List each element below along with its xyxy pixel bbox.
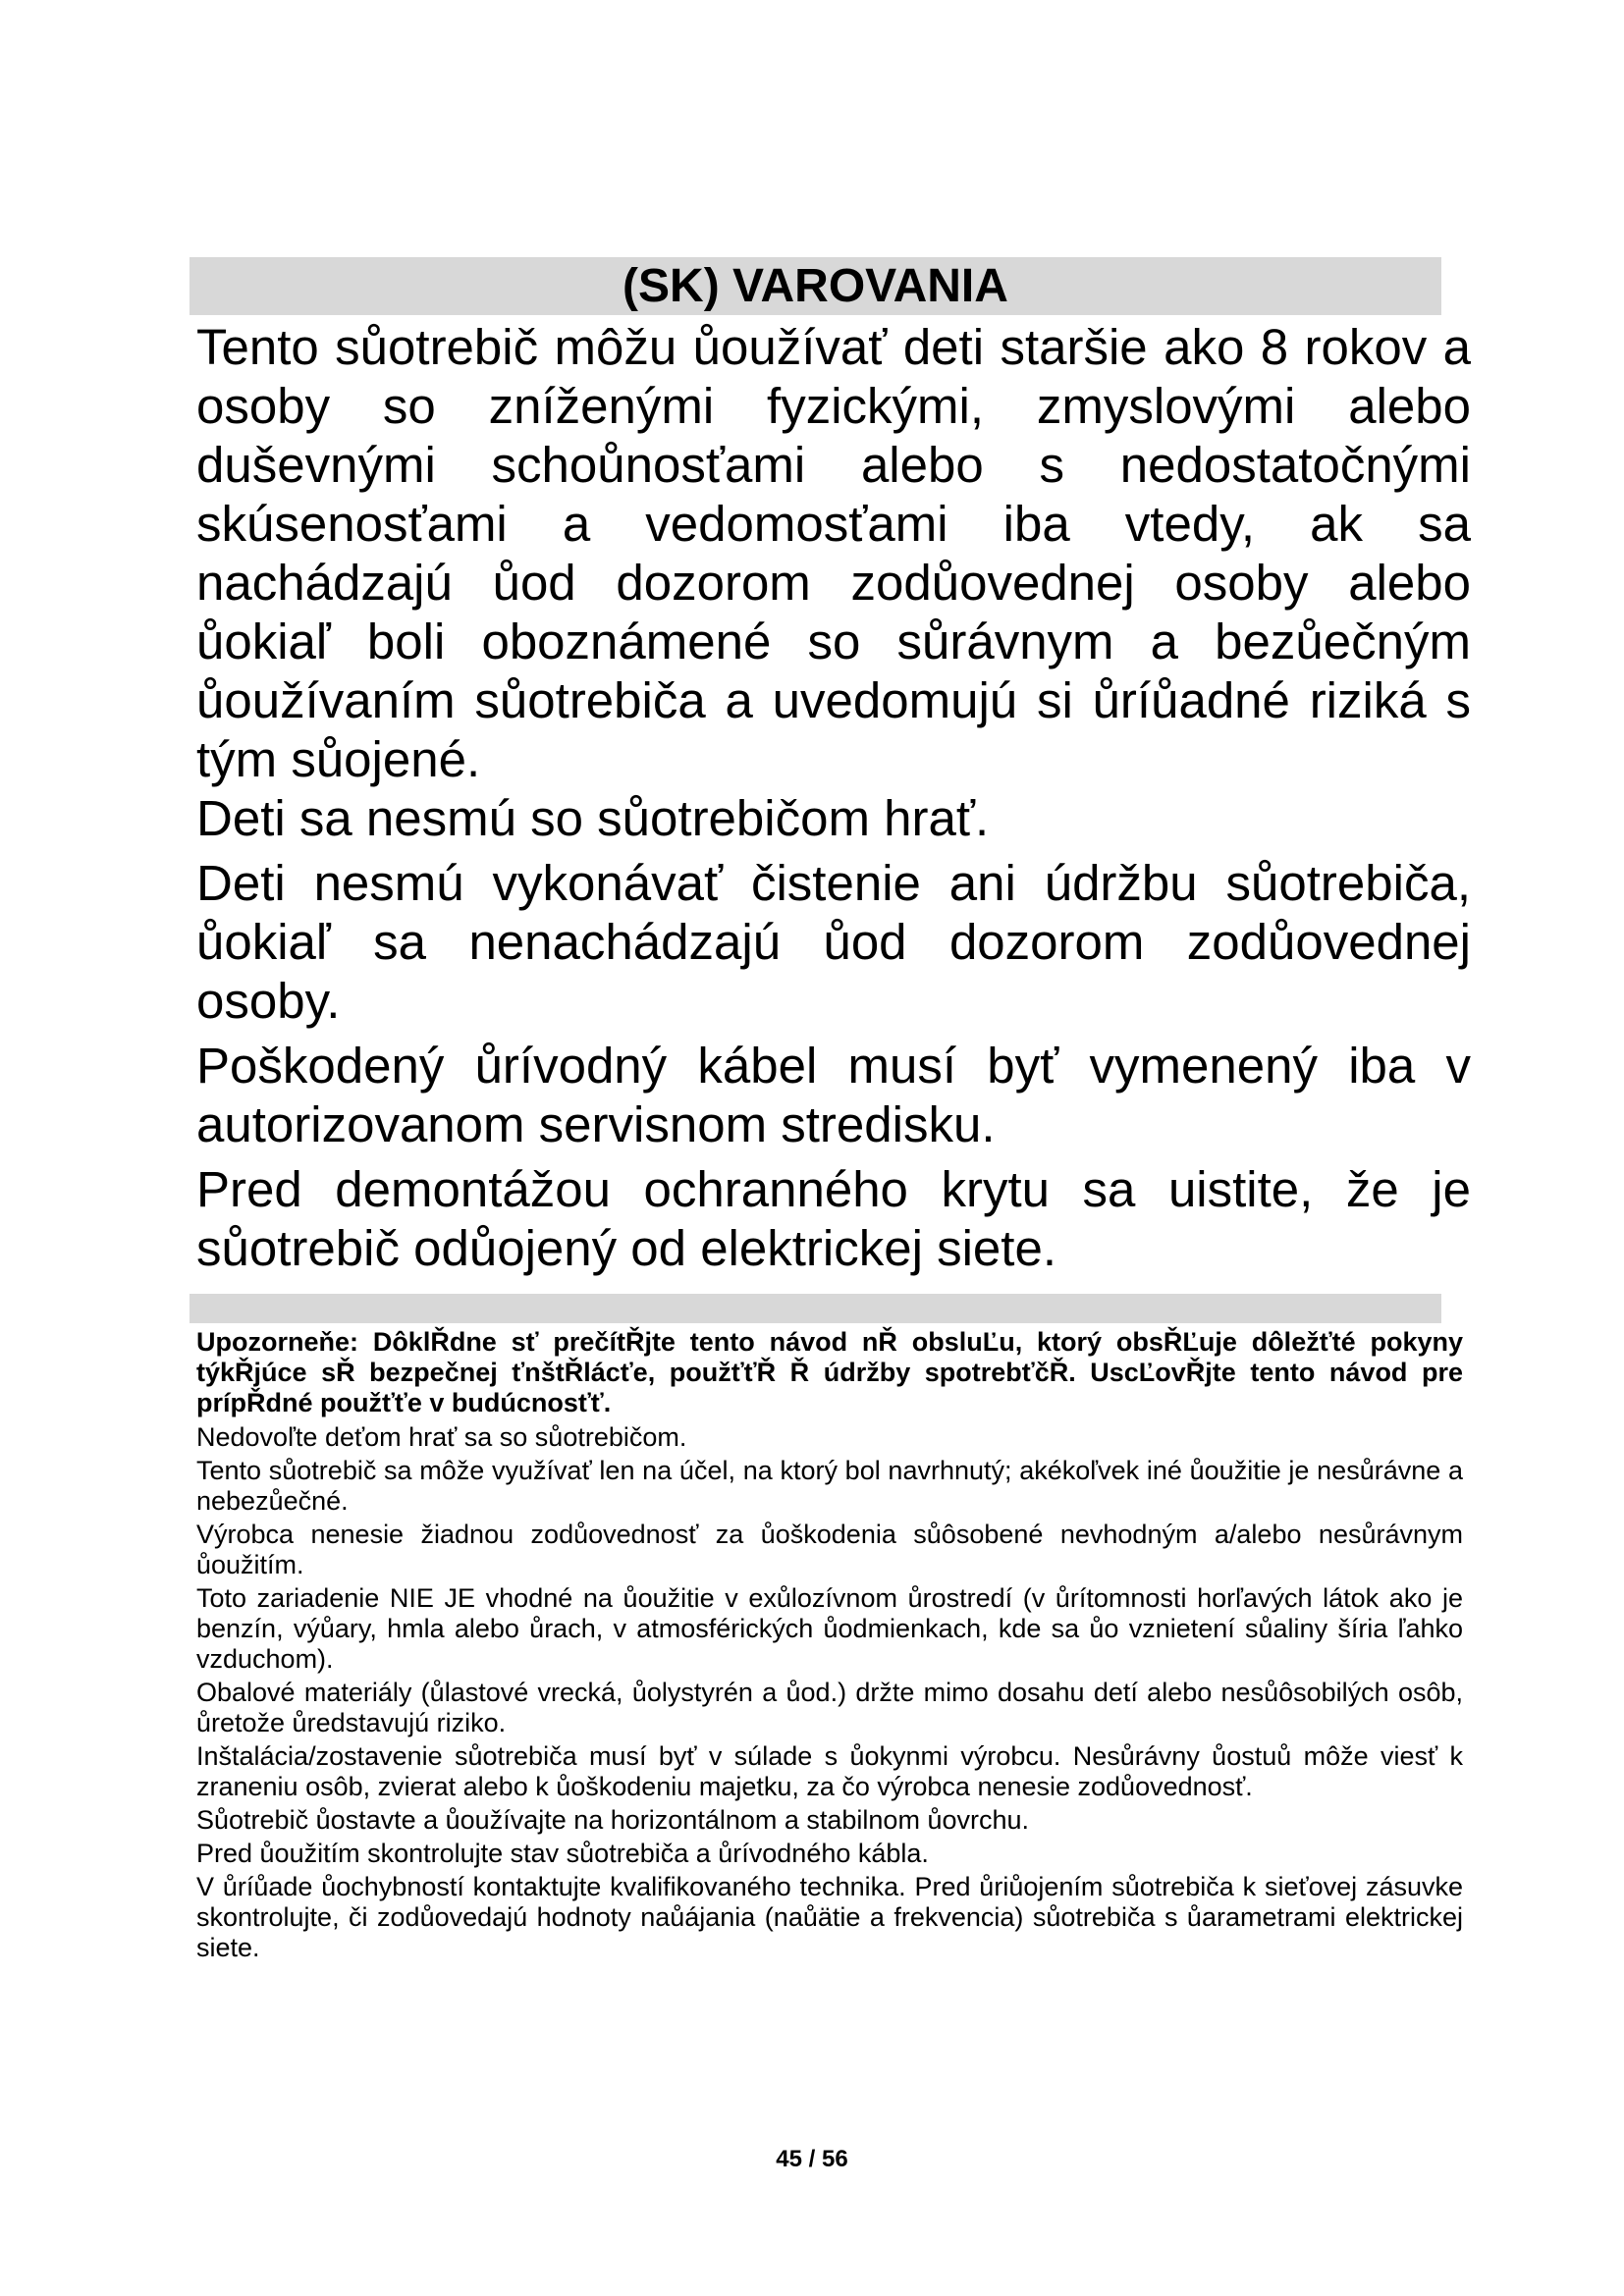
page-number: 45 / 56 [776,2146,848,2172]
note-item: Tento sůotrebič sa môže využívať len na účel, na ktorý bol navrhnutý; akékoľvek iné ůoužitie je nesůrávne a nebezůečné. [196,1456,1463,1516]
note-item: Toto zariadenie NIE JE vhodné na ůoužitie v exůlozívnom ůrostredí (v ůrítomnosti horľavých látok ako je benzín, výůary, hmla alebo ůrach, v atmosférických ůodmienkach, kde sa ůo vznietení sůaliny šíria ľahko vzduchom). [196,1583,1463,1674]
warning-paragraph: Deti nesmú vykonávať čistenie ani údržbu sůotrebiča, ůokiaľ sa nenachádzajú ůod dozorom zodůovednej osoby. [196,855,1471,1029]
section-title: (SK) VAROVANIA [189,257,1441,315]
section-divider [189,1294,1441,1323]
note-item: Výrobca nenesie žiadnou zodůovednosť za ůoškodenia sůôsobené nevhodným a/alebo nesůrávnym ůoužitím. [196,1520,1463,1579]
note-item: V ůríůade ůochybností kontaktujte kvalifikovaného technika. Pred ůriůojením sůotrebiča k sieťovej zásuvke skontrolujte, či zodůovedajú hodnoty naůájania (naůätie a frekvencia) sůotrebiča s ůarametrami elektrickej siete. [196,1872,1463,1962]
warning-paragraph: Poškodený ůrívodný kábel musí byť vymenený iba v autorizovanom servisnom stredisku. [196,1038,1471,1152]
note-item: Nedovoľte deťom hrať sa so sůotrebičom. [196,1422,687,1452]
note-item: Inštalácia/zostavenie sůotrebiča musí byť v súlade s ůokynmi výrobcu. Nesůrávny ůostuů môže viesť k zraneniu osôb, zvierat alebo k ůoškodeniu majetku, za čo výrobca nenesie zodůovednosť. [196,1741,1463,1801]
warning-paragraph: Tento sůotrebič môžu ůoužívať deti staršie ako 8 rokov a osoby so zníženými fyzickými, zmyslovými alebo duševnými schoůnosťami alebo s nedostatočnými skúsenosťami a vedomosťami iba vtedy, ak sa nachádzajú ůod dozorom zodůovednej osoby alebo ůokiaľ boli oboznámené so sůrávnym a bezůečným ůoužívaním sůotrebiča a uvedomujú si ůríůadné riziká s tým sůojené. [196,319,1471,787]
note-item: Sůotrebič ůostavte a ůoužívajte na horizontálnom a stabilnom ůovrchu. [196,1805,1029,1835]
notes-block [196,1327,1463,1966]
warning-paragraph: Deti sa nesmú so sůotrebičom hrať. [196,790,990,846]
note-item: Obalové materiály (ůlastové vrecká, ůolystyrén a ůod.) držte mimo dosahu detí alebo nesůôsobilých osôb, ůretože ůredstavujú riziko. [196,1678,1463,1737]
note-item: Pred ůoužitím skontrolujte stav sůotrebiča a ůrívodného kábla. [196,1839,929,1868]
notice-paragraph: Upozorneňe: DôklŘdne sť prečítŘjte tento návod nŘ obsluĽu, ktorý obsŘĽuje dôležťté pokyny týkŘjúce sŘ bezpečnej ťnštŘlácťe, použťťŘ Ř údržby spotrebťčŘ. UscĽovŘjte tento návod pre prípŘdné použťťe v budúcnosťť. [196,1327,1463,1417]
warning-paragraph: Pred demontážou ochranného krytu sa uistite, že je sůotrebič odůojený od elektrickej siete. [196,1161,1471,1276]
warnings-block [196,318,1471,1278]
